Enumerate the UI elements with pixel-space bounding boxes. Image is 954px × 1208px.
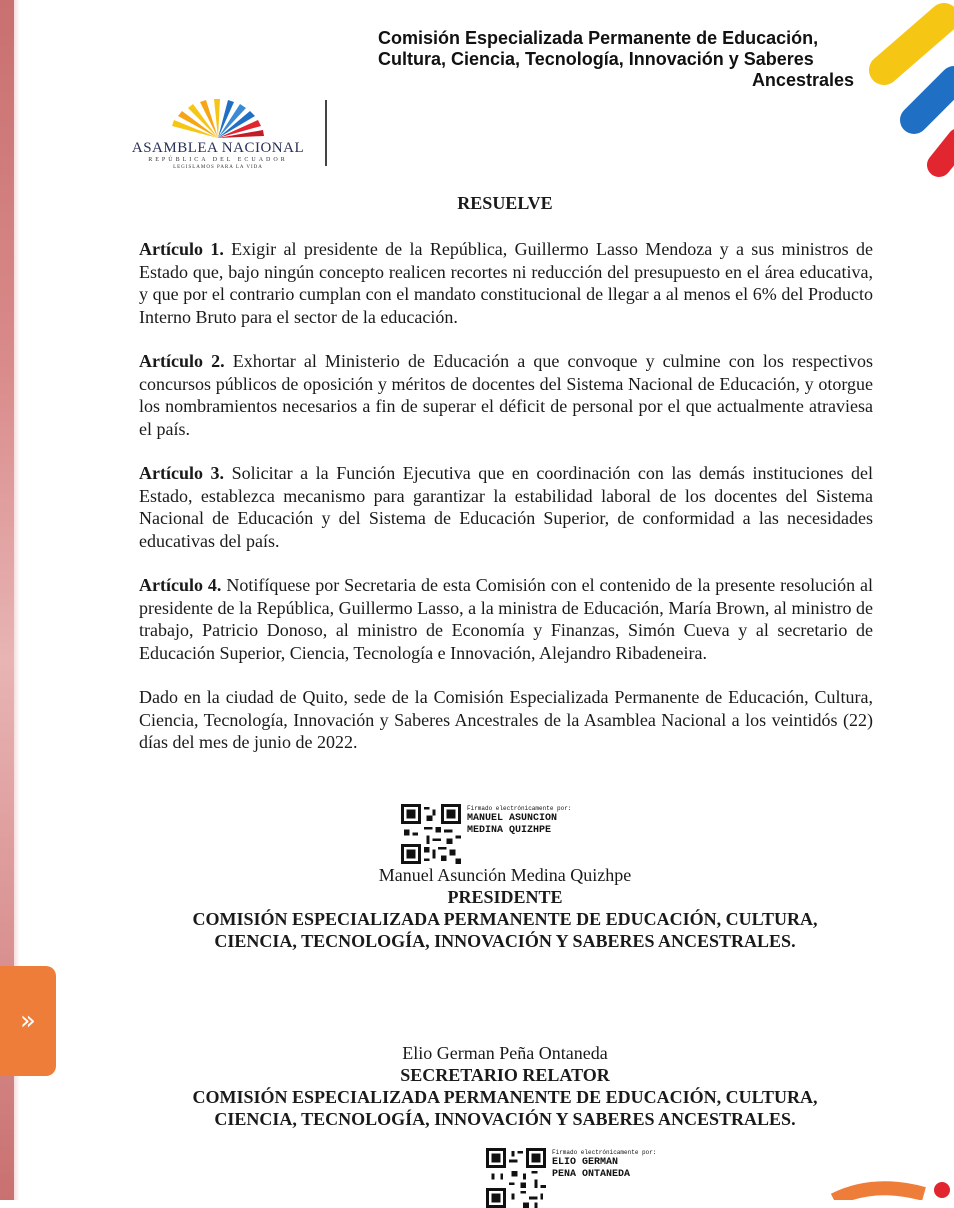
article-4 xyxy=(139,574,873,664)
e-signature-stamp xyxy=(486,1148,656,1208)
article-text: Solicitar a la Función Ejecutiva que en coordinación con las demás instituciones del Estado, establezca mecanismo para garantizar la estabilidad laboral de los docentes del Sistema Nacional de Educación y del Sistema de Educación Superior, de conformidad a las necesidades educativas del país. xyxy=(139,463,874,551)
signature-block-president xyxy=(0,864,954,952)
article-text: Exhortar al Ministerio de Educación a que convoque y culmine con los respectivos concursos públicos de oposición y méritos de docentes del Sistema Nacional de Educación, y otorgue los nombramientos necesarios a fin de superar el déficit de personal por el que actualmente atraviesa el país. xyxy=(139,351,873,439)
signer-commission-line-2: CIENCIA, TECNOLOGÍA, INNOVACIÓN Y SABERES ANCESTRALES. xyxy=(214,931,796,951)
document-heading: RESUELVE xyxy=(457,193,553,213)
signer-commission-line-2: CIENCIA, TECNOLOGÍA, INNOVACIÓN Y SABERES ANCESTRALES. xyxy=(214,1109,796,1129)
stamp-name-line-2: MEDINA QUIZHPE xyxy=(467,825,552,836)
qr-code-icon xyxy=(401,804,461,864)
bottom-corner-decoration xyxy=(814,1170,954,1200)
article-2 xyxy=(139,350,873,440)
article-text: Exigir al presidente de la República, Guillermo Lasso Mendoza y a sus ministros de Estado que, bajo ningún concepto realicen recortes ni reducción del presupuesto en el área educativa, y que por el contrario cumplan con el mandato constitucional de llegar a al menos el 6% del Producto Interno Bruto para el sector de la educación. xyxy=(139,239,873,327)
closing-paragraph: Dado en la ciudad de Quito, sede de la Comisión Especializada Permanente de Educación, Cultura, Ciencia, Tecnología, Innovación y Saberes Ancestrales de la Asamblea Nacional a los veintidós (22) días del mes de junio de 2022. xyxy=(139,687,873,752)
article-label: Artículo 2. xyxy=(139,351,225,371)
e-signature-stamp xyxy=(401,804,571,864)
article-label: Artículo 4. xyxy=(139,575,222,595)
logo-subtitle: REPÚBLICA DEL ECUADOR xyxy=(148,157,288,163)
header-line-2: Cultura, Ciencia, Tecnología, Innovación y Saberes xyxy=(378,49,814,69)
logo-divider xyxy=(325,100,327,166)
signer-commission-line-1: COMISIÓN ESPECIALIZADA PERMANENTE DE EDUCACIÓN, CULTURA, xyxy=(192,909,818,929)
commission-header xyxy=(334,28,854,91)
stamp-name-line-1: ELIO GERMAN xyxy=(552,1157,619,1168)
double-chevron-right-icon: » xyxy=(20,1006,36,1036)
qr-code-icon xyxy=(486,1148,546,1208)
stamp-name-line-1: MANUEL ASUNCION xyxy=(467,813,558,824)
signature-block-secretary xyxy=(0,1042,954,1130)
signer-name: Elio German Peña Ontaneda xyxy=(402,1043,608,1063)
article-text: Notifíquese por Secretaria de esta Comisión con el contenido de la presente resolución al presidente de la República, Guillermo Lasso, a la ministra de Educación, María Brown, al ministro de trabajo, Patricio Donoso, al ministro de Economía y Finanzas, Simón Cueva y al secretario de Educación Superior, Ciencia, Tecnología e Innovación, Alejandro Ribadeneira. xyxy=(139,575,873,663)
stamp-label: Firmado electrónicamente por: xyxy=(552,1149,657,1156)
document-body xyxy=(139,238,873,776)
signer-role: PRESIDENTE xyxy=(447,887,563,907)
logo-name: ASAMBLEA NACIONAL xyxy=(131,140,305,156)
signer-name: Manuel Asunción Medina Quizhpe xyxy=(378,865,632,885)
stamp-text xyxy=(552,1148,656,1181)
article-label: Artículo 3. xyxy=(139,463,225,483)
signer-role: SECRETARIO RELATOR xyxy=(400,1065,610,1085)
flag-stripes-decoration xyxy=(844,0,954,180)
logo-wordmark xyxy=(128,140,308,171)
signer-commission-line-1: COMISIÓN ESPECIALIZADA PERMANENTE DE EDUCACIÓN, CULTURA, xyxy=(192,1087,818,1107)
article-1 xyxy=(139,238,873,328)
stamp-text xyxy=(467,804,571,837)
header-line-3: Ancestrales xyxy=(751,70,854,90)
logo-tagline: LEGISLAMOS PARA LA VIDA xyxy=(173,165,263,170)
stamp-label: Firmado electrónicamente por: xyxy=(467,805,572,812)
article-3 xyxy=(139,462,873,552)
stamp-name-line-2: PENA ONTANEDA xyxy=(552,1169,631,1180)
article-label: Artículo 1. xyxy=(139,239,224,259)
expand-side-panel-button[interactable] xyxy=(0,966,56,1076)
header-line-1: Comisión Especializada Permanente de Educación, xyxy=(378,28,819,48)
